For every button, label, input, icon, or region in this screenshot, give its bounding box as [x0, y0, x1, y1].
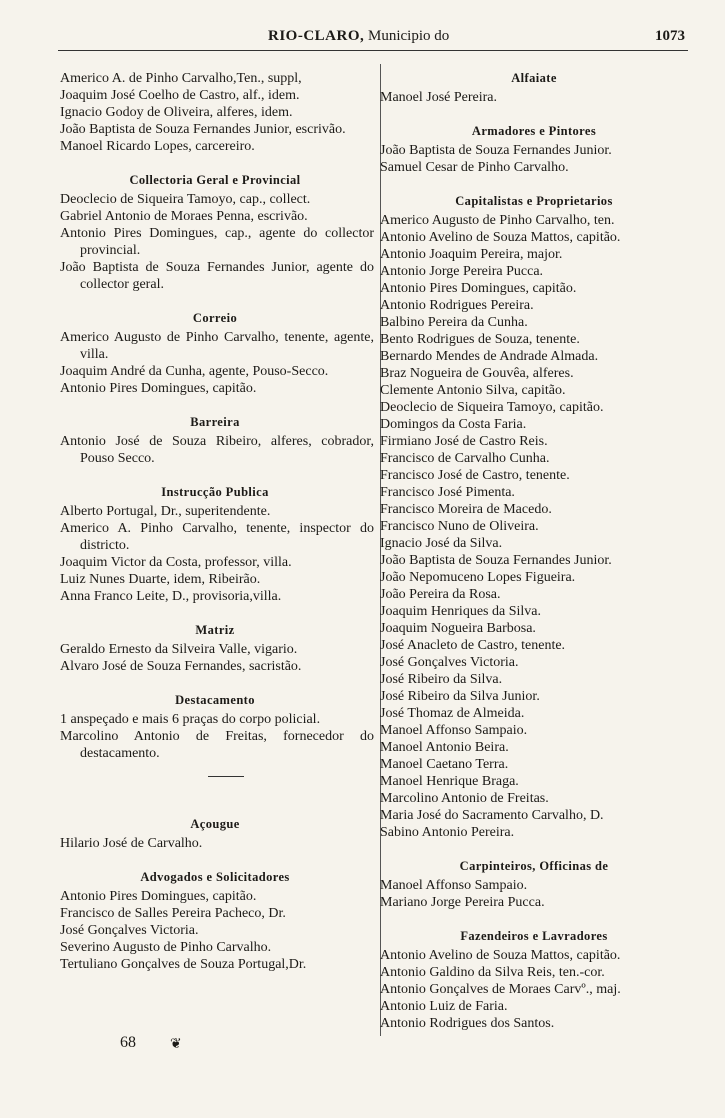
directory-entry: Manoel Ricardo Lopes, carcereiro.: [60, 139, 255, 154]
directory-entry: Geraldo Ernesto da Silveira Valle, vigario.: [60, 642, 298, 657]
directory-entry: Antonio Avelino de Souza Mattos, capitão.: [380, 948, 621, 963]
directory-entry: Gabriel Antonio de Moraes Penna, escrivão.: [60, 209, 308, 224]
directory-entry: Clemente Antonio Silva, capitão.: [380, 383, 566, 398]
directory-entry: Antonio Luiz de Faria.: [380, 999, 508, 1014]
directory-entry: Deoclecio de Siqueira Tamoyo, capitão.: [380, 400, 604, 415]
directory-entry: Antonio Pires Domingues, capitão.: [60, 381, 257, 396]
directory-entry: Manoel José Pereira.: [380, 90, 498, 105]
directory-section: [56, 414, 374, 467]
left-column: [56, 70, 374, 973]
directory-entry: José Gonçalves Victoria.: [60, 923, 199, 938]
page-header: [60, 28, 685, 50]
directory-entry: Manoel Antonio Beira.: [380, 740, 509, 755]
directory-entry: Bento Rodrigues de Souza, tenente.: [380, 332, 580, 347]
directory-entry: Maria José do Sacramento Carvalho, D.: [380, 808, 604, 823]
directory-section: [378, 858, 690, 911]
section-title: Correio: [192, 311, 238, 325]
directory-entry: Sabino Antonio Pereira.: [380, 825, 515, 840]
directory-entry: Americo A. Pinho Carvalho, tenente, inspector do districto.: [60, 521, 374, 553]
directory-entry: Antonio Rodrigues Pereira.: [380, 298, 534, 313]
directory-entry: Antonio Avelino de Souza Mattos, capitão.: [380, 230, 621, 245]
directory-entry: João Nepomuceno Lopes Figueira.: [380, 570, 576, 585]
directory-section: [378, 193, 690, 841]
directory-entry: Antonio Joaquim Pereira, major.: [380, 247, 563, 262]
section-title: Destacamento: [175, 693, 255, 707]
directory-entry: José Anacleto de Castro, tenente.: [380, 638, 566, 653]
running-title: [268, 28, 449, 45]
directory-entry: Manoel Henrique Braga.: [380, 774, 519, 789]
section-title: Capitalistas e Proprietarios: [455, 194, 613, 208]
directory-entry: Bernardo Mendes de Andrade Almada.: [380, 349, 599, 364]
directory-section: [56, 692, 374, 762]
directory-entry: Samuel Cesar de Pinho Carvalho.: [380, 160, 569, 175]
directory-section: [378, 70, 690, 106]
directory-entry: João Baptista de Souza Fernandes Junior, escrivão.: [60, 122, 346, 137]
directory-entry: 1 anspeçado e mais 6 praças do corpo policial.: [60, 712, 321, 727]
directory-entry: Marcolino Antonio de Freitas.: [380, 791, 549, 806]
spacer: [56, 777, 374, 799]
running-subtitle: Municipio do: [368, 28, 450, 44]
directory-entry: João Baptista de Souza Fernandes Junior, agente do collector geral.: [60, 260, 374, 292]
directory-entry: Antonio Jorge Pereira Pucca.: [380, 264, 544, 279]
directory-entry: Domingos da Costa Faria.: [380, 417, 527, 432]
directory-entry: Francisco José de Castro, tenente.: [380, 468, 570, 483]
directory-entry: Antonio Pires Domingues, capitão.: [380, 281, 577, 296]
directory-entry: Joaquim André da Cunha, agente, Pouso-Secco.: [60, 364, 329, 379]
directory-entry: José Ribeiro da Silva Junior.: [380, 689, 540, 704]
directory-entry: João Baptista de Souza Fernandes Junior.: [380, 143, 612, 158]
directory-entry: João Pereira da Rosa.: [380, 587, 501, 602]
directory-section: [378, 123, 690, 176]
directory-entry: Antonio Rodrigues dos Santos.: [380, 1016, 555, 1031]
section-title: Collectoria Geral e Provincial: [129, 173, 301, 187]
directory-entry: Firmiano José de Castro Reis.: [380, 434, 548, 449]
directory-entry: Luiz Nunes Duarte, idem, Ribeirão.: [60, 572, 261, 587]
page-bottom-number: 68: [120, 1034, 136, 1051]
directory-entry: Antonio Galdino da Silva Reis, ten.-cor.: [380, 965, 605, 980]
directory-entry: Mariano Jorge Pereira Pucca.: [380, 895, 545, 910]
directory-entry: Balbino Pereira da Cunha.: [380, 315, 528, 330]
directory-entry: José Gonçalves Victoria.: [380, 655, 519, 670]
directory-entry: Ignacio Godoy de Oliveira, alferes, idem.: [60, 105, 293, 120]
directory-entry: Manoel Caetano Terra.: [380, 757, 509, 772]
directory-section: [56, 172, 374, 293]
directory-entry: Alberto Portugal, Dr., superitendente.: [60, 504, 271, 519]
directory-section: [56, 869, 374, 973]
section-title: Barreira: [190, 415, 240, 429]
directory-entry: Tertuliano Gonçalves de Souza Portugal,Dr.: [60, 957, 307, 972]
directory-entry: Alvaro José de Souza Fernandes, sacristão.: [60, 659, 302, 674]
printer-ornament: ❦: [170, 1037, 182, 1052]
header-rule: [58, 50, 688, 51]
section-title: Advogados e Solicitadores: [140, 870, 290, 884]
directory-entry: Braz Nogueira de Gouvêa, alferes.: [380, 366, 574, 381]
directory-entry: Joaquim José Coelho de Castro, alf., idem.: [60, 88, 300, 103]
directory-entry: Marcolino Antonio de Freitas, fornecedor do destacamento.: [60, 729, 374, 761]
directory-entry: Francisco Moreira de Macedo.: [380, 502, 552, 517]
directory-entry: Hilario José de Carvalho.: [60, 836, 203, 851]
directory-entry: José Ribeiro da Silva.: [380, 672, 503, 687]
directory-entry: Anna Franco Leite, D., provisoria,villa.: [60, 589, 282, 604]
directory-entry: Ignacio José da Silva.: [380, 536, 503, 551]
directory-entry: Francisco Nuno de Oliveira.: [380, 519, 539, 534]
directory-entry: Francisco de Carvalho Cunha.: [380, 451, 550, 466]
directory-section: [56, 816, 374, 852]
section-title: Armadores e Pintores: [471, 124, 597, 138]
directory-entry: Americo A. de Pinho Carvalho,Ten., suppl,: [60, 71, 302, 86]
section-title: Matriz: [195, 623, 235, 637]
directory-section: [56, 484, 374, 605]
directory-entry: Antonio José de Souza Ribeiro, alferes, cobrador, Pouso Secco.: [60, 434, 374, 466]
directory-entry: Joaquim Victor da Costa, professor, villa.: [60, 555, 292, 570]
section-title: Fazendeiros e Lavradores: [460, 929, 608, 943]
directory-entry: Antonio Gonçalves de Moraes Carvº., maj.: [380, 982, 621, 997]
directory-entry: Francisco José Pimenta.: [380, 485, 515, 500]
directory-entry: Antonio Pires Domingues, capitão.: [60, 889, 257, 904]
directory-entry: Deoclecio de Siqueira Tamoyo, cap., collect.: [60, 192, 311, 207]
directory-entry: João Baptista de Souza Fernandes Junior.: [380, 553, 612, 568]
right-column: [378, 70, 690, 1032]
directory-entry: Antonio Pires Domingues, cap., agente do collector provincial.: [60, 226, 374, 258]
directory-section: [378, 928, 690, 1032]
directory-entry: Americo Augusto de Pinho Carvalho, ten.: [380, 213, 615, 228]
directory-section: [56, 622, 374, 675]
directory-entry: Manoel Affonso Sampaio.: [380, 878, 528, 893]
directory-entry: Manoel Affonso Sampaio.: [380, 723, 528, 738]
directory-section: [56, 310, 374, 397]
page-number: 1073: [655, 28, 685, 44]
directory-entry: Americo Augusto de Pinho Carvalho, tenente, agente, villa.: [60, 330, 374, 362]
town-name: RIO-CLARO,: [268, 28, 365, 44]
section-title: Alfaiate: [511, 71, 557, 85]
directory-entry: Joaquim Henriques da Silva.: [380, 604, 541, 619]
directory-entry: José Thomaz de Almeida.: [380, 706, 525, 721]
section-title: Carpinteiros, Officinas de: [459, 859, 609, 873]
section-title: Açougue: [190, 817, 240, 831]
directory-entry: Joaquim Nogueira Barbosa.: [380, 621, 536, 636]
directory-entry: Severino Augusto de Pinho Carvalho.: [60, 940, 272, 955]
section-title: Instrucção Publica: [161, 485, 269, 499]
directory-entry: Francisco de Salles Pereira Pacheco, Dr.: [60, 906, 286, 921]
